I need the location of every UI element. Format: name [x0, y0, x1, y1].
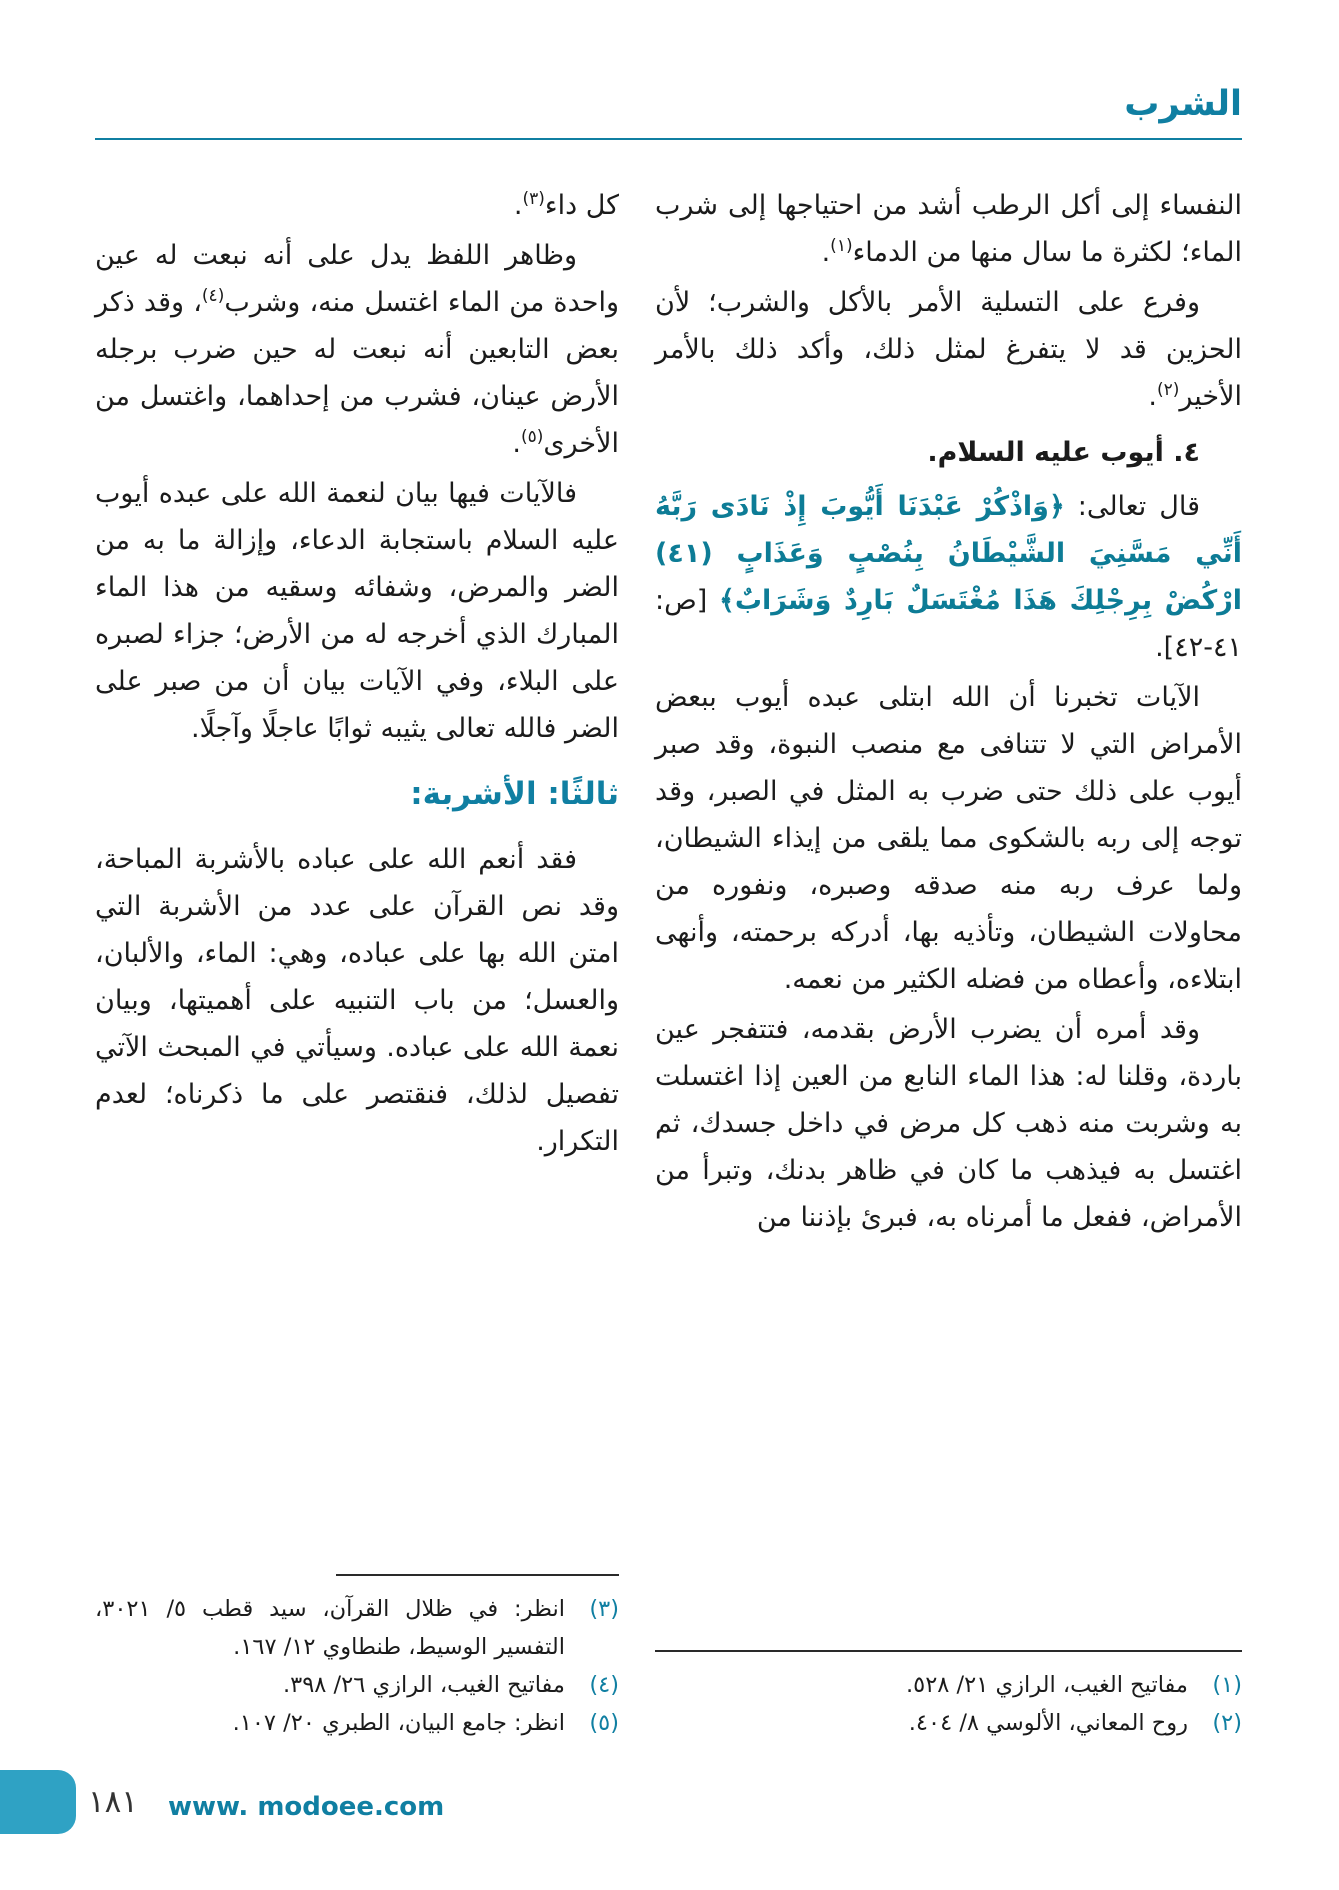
footnote-row [95, 1704, 619, 1742]
page-edge-tab [0, 1770, 76, 1834]
left-column [95, 182, 619, 1742]
header-divider [95, 138, 1242, 140]
footnote-text: روح المعاني، الألوسي ٨/ ٤٠٤. [908, 1710, 1188, 1736]
footnote-row [95, 1666, 619, 1704]
footnote-marker: (٥) [520, 427, 544, 447]
paragraph: فقد أنعم الله على عباده بالأشربة المباحة، وقد نص القرآن على عدد من الأشربة التي امتن الله بها على عباده، وهي: الماء، والألبان، والعسل؛ من باب التنبيه على أهميتها، وبيان نعمة الله على عباده. وسيأتي في المبحث الآتي تفصيل لذلك، فنقتصر على ما ذكرناه؛ لعدم التكرار. [95, 844, 619, 1157]
paragraph-text: وظاهر اللفظ يدل على أنه نبعت له عين واحدة من الماء اغتسل منه، وشرب [95, 240, 619, 318]
paragraph-text: . [513, 190, 523, 221]
paragraph [95, 182, 619, 229]
subsection-heading: ثالثًا: الأشربة: [410, 776, 619, 812]
footnote-marker: (٤) [201, 286, 225, 306]
paragraph: الآيات تخبرنا أن الله ابتلى عبده أيوب ببعض الأمراض التي لا تتنافى مع منصب النبوة، وقد صبر أيوب على ذلك حتى ضرب به المثل في الصبر، وقد توجه إلى ربه بالشكوى مما يلقى من إيذاء الشيطان، ولما عرف ربه منه صدقه وصبره، ونفوره من محاولات الشيطان، وتأذيه بها، أدركه برحمته، وأنهى ابتلاءه، وأعطاه من فضله الكثير من نعمه. [655, 682, 1242, 995]
page-number: ١٨١ [88, 1784, 138, 1820]
footnote-text: مفاتيح الغيب، الرازي ٢١/ ٥٢٨. [905, 1672, 1188, 1698]
paragraph-text: . [512, 428, 521, 459]
footnote-row [95, 1590, 619, 1666]
right-column [655, 182, 1242, 1742]
footnotes-left [95, 1570, 619, 1742]
footnote-text: انظر: في ظلال القرآن، سيد قطب ٥/ ٣٠٢١، التفسير الوسيط، طنطاوي ١٢/ ١٦٧. [95, 1596, 565, 1660]
footnote-marker: (٣) [522, 189, 545, 209]
footnote-number: (١) [1212, 1672, 1242, 1698]
footnote-marker: (١) [830, 236, 853, 256]
footnote-text: انظر: جامع البيان، الطبري ٢٠/ ١٠٧. [232, 1710, 565, 1736]
paragraph [655, 182, 1242, 276]
numbered-section-heading: ٤. أيوب عليه السلام. [927, 437, 1200, 468]
quran-paragraph [655, 483, 1242, 671]
footnote-row [655, 1704, 1242, 1742]
paragraph-text: النفساء إلى أكل الرطب أشد من احتياجها إلى شرب الماء؛ لكثرة ما سال منها من الدماء [655, 190, 1242, 268]
footnote-row [655, 1666, 1242, 1704]
footnote-number: (٥) [589, 1710, 619, 1736]
paragraph-text: وفرع على التسلية الأمر بالأكل والشرب؛ لأن الحزين قد لا يتفرغ لمثل ذلك، وأكد ذلك بالأمر الأخير [655, 287, 1242, 412]
paragraph: وقد أمره أن يضرب الأرض بقدمه، فتتفجر عين باردة، وقلنا له: هذا الماء النابع من العين إذا اغتسلت به وشربت منه ذهب كل مرض في داخل جسدك، ثم اغتسل به فيذهب ما كان في ظاهر بدنك، وتبرأ من الأمراض، ففعل ما أمرناه به، فبرئ بإذننا من [655, 1014, 1242, 1233]
quran-verse: ﴿وَاذْكُرْ عَبْدَنَا أَيُّوبَ إِذْ نَادَى رَبَّهُ أَنِّي مَسَّنِيَ الشَّيْطَانُ بِنُصْبٍ وَعَذَابٍ (٤١) ارْكُضْ بِرِجْلِكَ هَذَا مُغْتَسَلٌ بَارِدٌ وَشَرَابٌ﴾ [655, 491, 1242, 616]
paragraph [95, 232, 619, 467]
text-columns [95, 182, 1242, 1742]
footnote-text: مفاتيح الغيب، الرازي ٢٦/ ٣٩٨. [282, 1672, 565, 1698]
paragraph: فالآيات فيها بيان لنعمة الله على عبده أيوب عليه السلام باستجابة الدعاء، وإزالة ما به من الضر والمرض، وشفائه وسقيه من هذا الماء المبارك الذي أخرجه له من الأرض؛ جزاء لصبره على البلاء، وفي الآيات بيان أن من صبر على الضر فالله تعالى يثيبه ثوابًا عاجلًا وآجلًا. [95, 478, 619, 744]
quran-intro: قال تعالى: [1064, 491, 1201, 522]
website-link[interactable]: www. modoee.com [168, 1792, 445, 1822]
footnote-separator [655, 1650, 1242, 1652]
page-header [95, 84, 1242, 140]
paragraph-text: كل داء [544, 190, 619, 221]
paragraph-text: . [1148, 381, 1157, 412]
footnote-marker: (٢) [1156, 380, 1180, 400]
footnote-separator [336, 1574, 619, 1576]
footnotes-right [655, 1646, 1242, 1742]
verse-reference: [ص: ٤١-٤٢]. [655, 585, 1242, 663]
footnote-number: (٣) [589, 1596, 619, 1622]
chapter-title: الشرب [1124, 84, 1242, 124]
paragraph [655, 279, 1242, 420]
paragraph-text: ، وقد ذكر بعض التابعين أنه نبعت له حين ضرب برجله الأرض عينان، فشرب من إحداهما، واغتسل من الأخرى [95, 287, 619, 459]
footnote-number: (٢) [1212, 1710, 1242, 1736]
paragraph-text: . [821, 237, 831, 268]
footnote-number: (٤) [589, 1672, 619, 1698]
